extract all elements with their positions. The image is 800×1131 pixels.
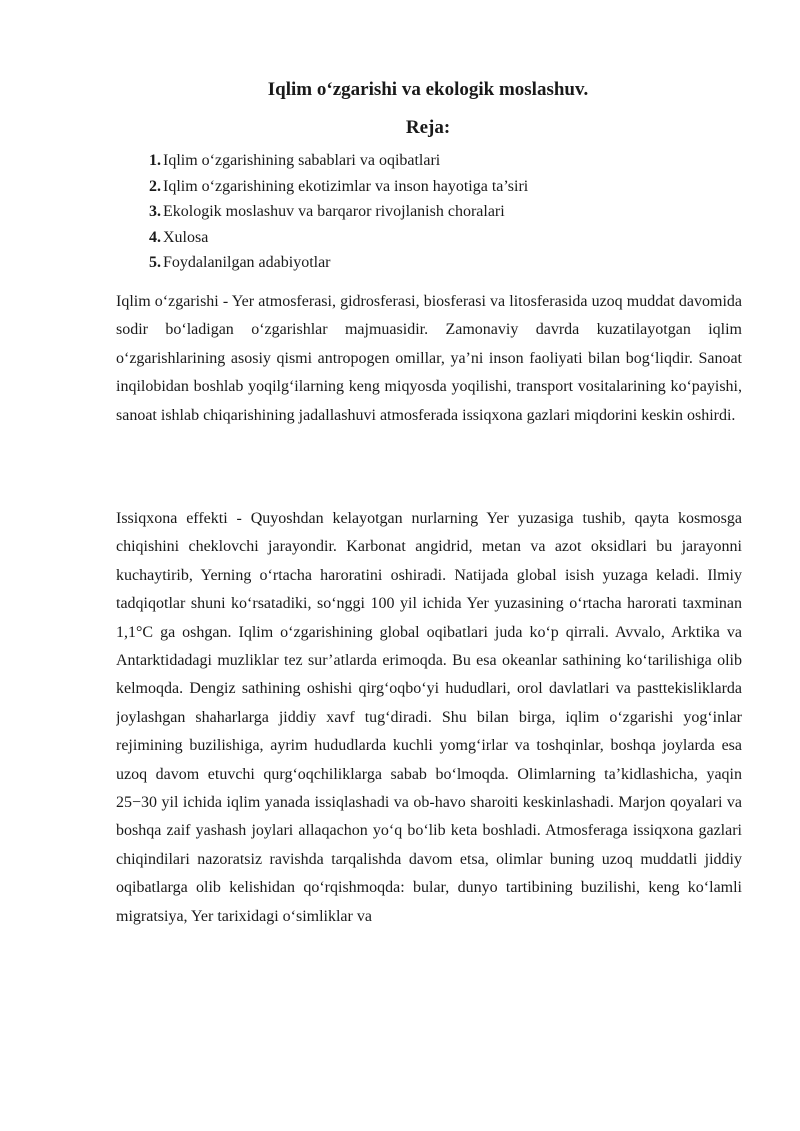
plan-item-number: 1. (149, 152, 161, 169)
plan-item (116, 250, 528, 276)
body-paragraph-climate-change: Iqlim o‘zgarishi - Yer atmosferasi, gidrosferasi, biosferasi va litosferasida uzoq muddat davomida sodir bo‘ladigan o‘zgarishlar majmuasidir. Zamonaviy davrda kuzatilayotgan iqlim o‘zgarishlarining asosiy qismi antropogen omillar, ya’ni inson faoliyati bilan bog‘liqdir. Sanoat inqilobidan boshlab yoqilg‘ilarning keng miqyosda yoqilishi, transport vositalarining ko‘payishi, sanoat ishlab chiqarishining jadallashuvi atmosferada issiqxona gazlari miqdorini keskin oshirdi. (116, 293, 742, 424)
plan-item (116, 199, 528, 225)
plan-item-text: Xulosa (163, 228, 209, 246)
plan-list (116, 148, 528, 276)
plan-item-number: 3. (149, 203, 161, 220)
plan-item-number: 4. (149, 228, 161, 246)
plan-item (116, 225, 528, 251)
plan-item-text: Ekologik moslashuv va barqaror rivojlanish choralari (163, 203, 505, 220)
plan-item-text: Foydalanilgan adabiyotlar (163, 254, 331, 271)
plan-item-number: 5. (149, 254, 161, 271)
document-title: Iqlim o‘zgarishi va ekologik moslashuv. (267, 79, 589, 100)
plan-heading: Reja: (405, 117, 451, 138)
plan-item-number: 2. (149, 177, 161, 195)
plan-item (116, 148, 528, 174)
plan-item (116, 174, 528, 200)
plan-item-text: Iqlim o‘zgarishining ekotizimlar va inson hayotiga ta’siri (163, 177, 529, 195)
plan-item-text: Iqlim o‘zgarishining sabablari va oqibatlari (163, 152, 441, 169)
body-paragraph-greenhouse-effect: Issiqxona effekti - Quyoshdan kelayotgan nurlarning Yer yuzasiga tushib, qayta kosmosga chiqishini cheklovchi jarayondir. Karbonat angidrid, metan va azot oksidlari bu jarayonni kuchaytirib, Yerning o‘rtacha haroratini oshiradi. Natijada global isish yuzaga keladi. Ilmiy tadqiqotlar shuni ko‘rsatadiki, so‘nggi 100 yil ichida Yer yuzasining o‘rtacha harorati taxminan 1,1°C ga oshgan. Iqlim o‘zgarishining global oqibatlari juda ko‘p qirrali. Avvalo, Arktika va Antarktidadagi muzliklar tez sur’atlarda erimoqda. Bu esa okeanlar sathining ko‘tarilishiga olib kelmoqda. Dengiz sathining oshishi qirg‘oqbo‘yi hududlari, orol davlatlari va pasttekisliklarda joylashgan shaharlarga jiddiy xavf tug‘diradi. Shu bilan birga, iqlim o‘zgarishi yog‘inlar rejimining buzilishiga, ayrim hududlarda kuchli yomg‘irlar va toshqinlar, boshqa joylarda esa uzoq davom etuvchi qurg‘oqchiliklarga sabab bo‘lmoqda. Olimlarning ta’kidlashicha, yaqin 25−30 yil ichida iqlim yanada issiqlashadi va ob-havo sharoiti keskinlashadi. Marjon qoyalari va boshqa zaif yashash joylari allaqachon yo‘q bo‘lib keta boshladi. Atmosferaga issiqxona gazlari chiqindilari nazoratsiz ravishda tarqalishda davom etsa, olimlar buning uzoq muddatli jiddiy oqibatlarga olib kelishidan qo‘rqishmoqda: bular, dunyo tartibining buzilishi, keng ko‘lamli migratsiya, Yer tarixidagi o‘simliklar va (116, 510, 742, 925)
